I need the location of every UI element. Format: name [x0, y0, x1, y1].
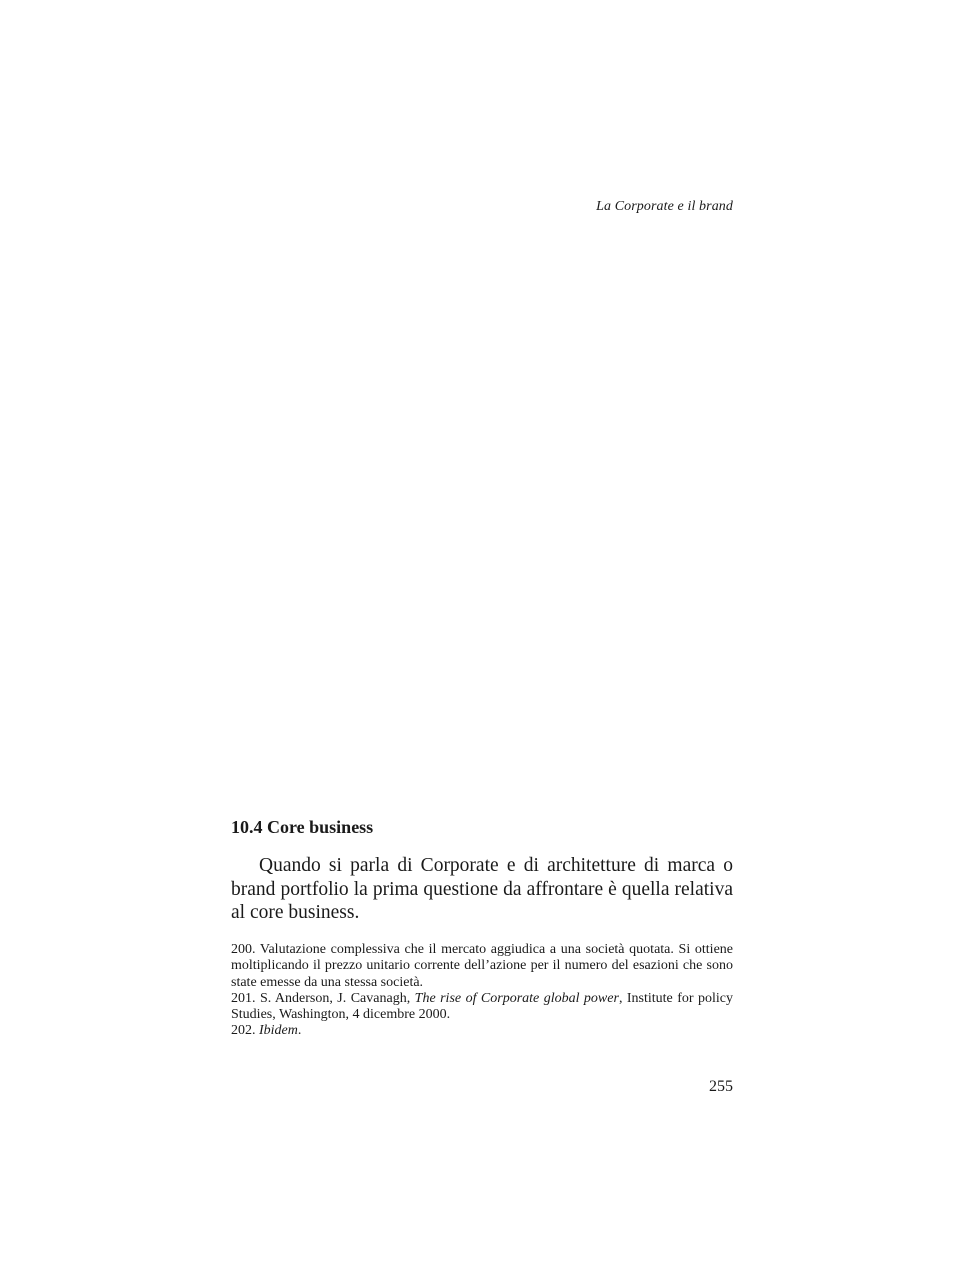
footnote-202-prefix: 202.	[231, 1023, 259, 1039]
section-heading: 10.4 Core business	[231, 817, 374, 837]
body-paragraph: Quando si parla di Corporate e di architetture di marca o brand portfolio la prima questione da affrontare è quella relativa al core business.	[231, 855, 733, 923]
footnote-201-title: The rise of Corporate global power	[414, 990, 619, 1006]
footnote-202-title: Ibidem	[259, 1023, 298, 1039]
footnote-200: 200. Valutazione complessiva che il mercato aggiudica a una società quotata. Si ottiene moltiplicando il prezzo unitario corrente dell’azione per il numero del esazioni che sono state emesse da una stessa società.	[231, 942, 733, 990]
footnote-201-prefix: 201. S. Anderson, J. Cavanagh,	[231, 990, 415, 1006]
running-header: La Corporate e il brand	[596, 199, 733, 214]
footnotes	[231, 942, 733, 1040]
page-number: 255	[709, 1078, 733, 1095]
footnote-202	[231, 1023, 733, 1039]
footnote-201	[231, 991, 733, 1024]
footnote-201-suffix: , Institute for policy Studies, Washington, 4 dicembre 2000.	[231, 990, 733, 1023]
footnote-202-suffix: .	[297, 1023, 302, 1039]
